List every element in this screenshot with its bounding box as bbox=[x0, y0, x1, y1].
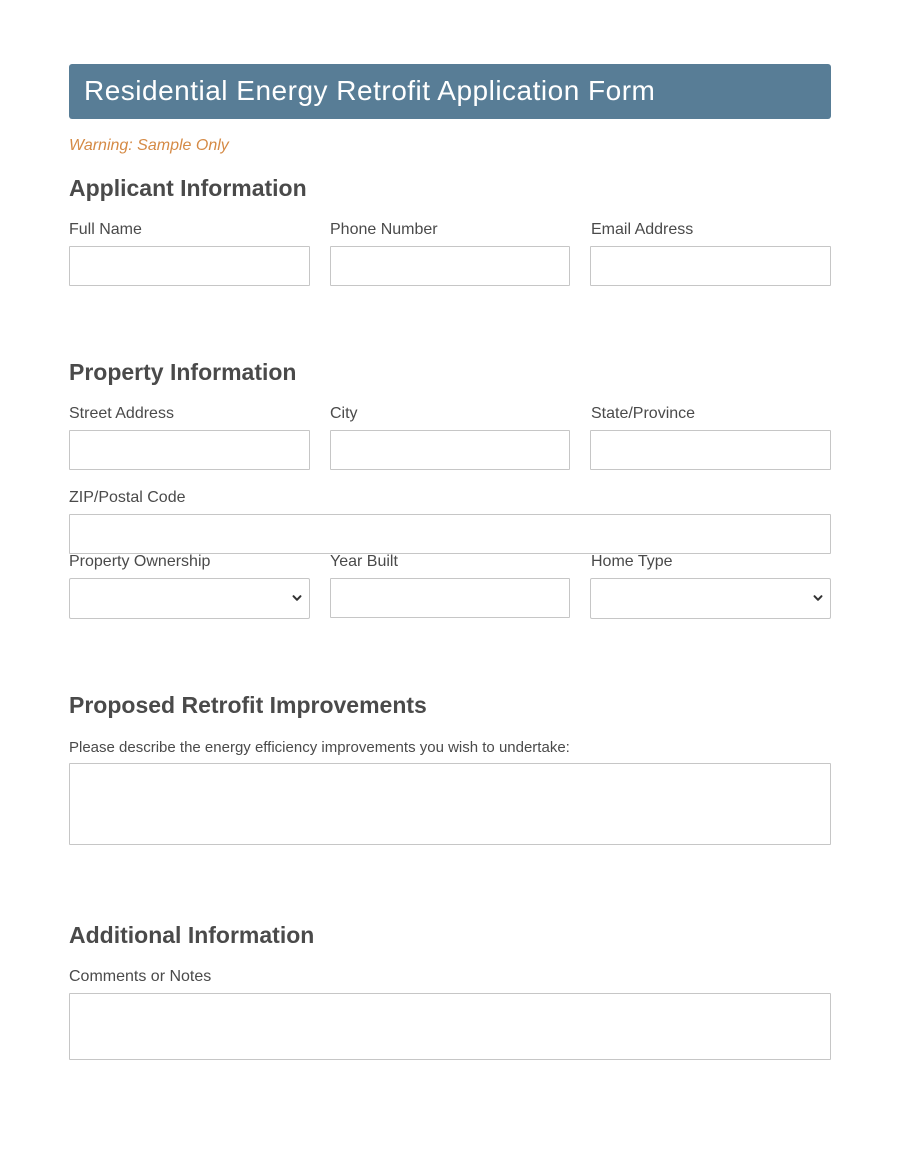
section-title-property: Property Information bbox=[69, 359, 297, 385]
city-input[interactable] bbox=[330, 430, 570, 470]
phone-input[interactable] bbox=[330, 246, 570, 286]
email-input[interactable] bbox=[590, 246, 831, 286]
improvements-prompt-label: Please describe the energy efficiency improvements you wish to undertake: bbox=[69, 739, 570, 756]
street-address-input[interactable] bbox=[69, 430, 310, 470]
sample-warning: Warning: Sample Only bbox=[69, 137, 229, 154]
state-province-input[interactable] bbox=[590, 430, 831, 470]
zip-label: ZIP/Postal Code bbox=[69, 489, 186, 506]
section-title-additional: Additional Information bbox=[69, 922, 315, 948]
year-built-input[interactable] bbox=[330, 578, 570, 618]
improvements-textarea[interactable] bbox=[69, 763, 831, 845]
zip-input[interactable] bbox=[69, 514, 831, 554]
full-name-label: Full Name bbox=[69, 221, 142, 238]
section-title-improvements: Proposed Retrofit Improvements bbox=[69, 692, 427, 718]
year-built-label: Year Built bbox=[330, 553, 398, 570]
page-title: Residential Energy Retrofit Application Form bbox=[84, 75, 656, 106]
phone-label: Phone Number bbox=[330, 221, 438, 238]
chevron-down-icon bbox=[291, 592, 303, 604]
home-type-label: Home Type bbox=[591, 553, 673, 570]
section-title-applicant: Applicant Information bbox=[69, 175, 307, 201]
comments-textarea[interactable] bbox=[69, 993, 831, 1060]
home-type-select[interactable] bbox=[590, 578, 831, 619]
street-address-label: Street Address bbox=[69, 405, 174, 422]
city-label: City bbox=[330, 405, 358, 422]
full-name-input[interactable] bbox=[69, 246, 310, 286]
form-header bbox=[69, 64, 831, 119]
state-province-label: State/Province bbox=[591, 405, 696, 422]
comments-label: Comments or Notes bbox=[69, 968, 212, 985]
property-ownership-label: Property Ownership bbox=[69, 553, 211, 570]
email-label: Email Address bbox=[591, 221, 694, 238]
property-ownership-select[interactable] bbox=[69, 578, 310, 619]
chevron-down-icon bbox=[812, 592, 824, 604]
